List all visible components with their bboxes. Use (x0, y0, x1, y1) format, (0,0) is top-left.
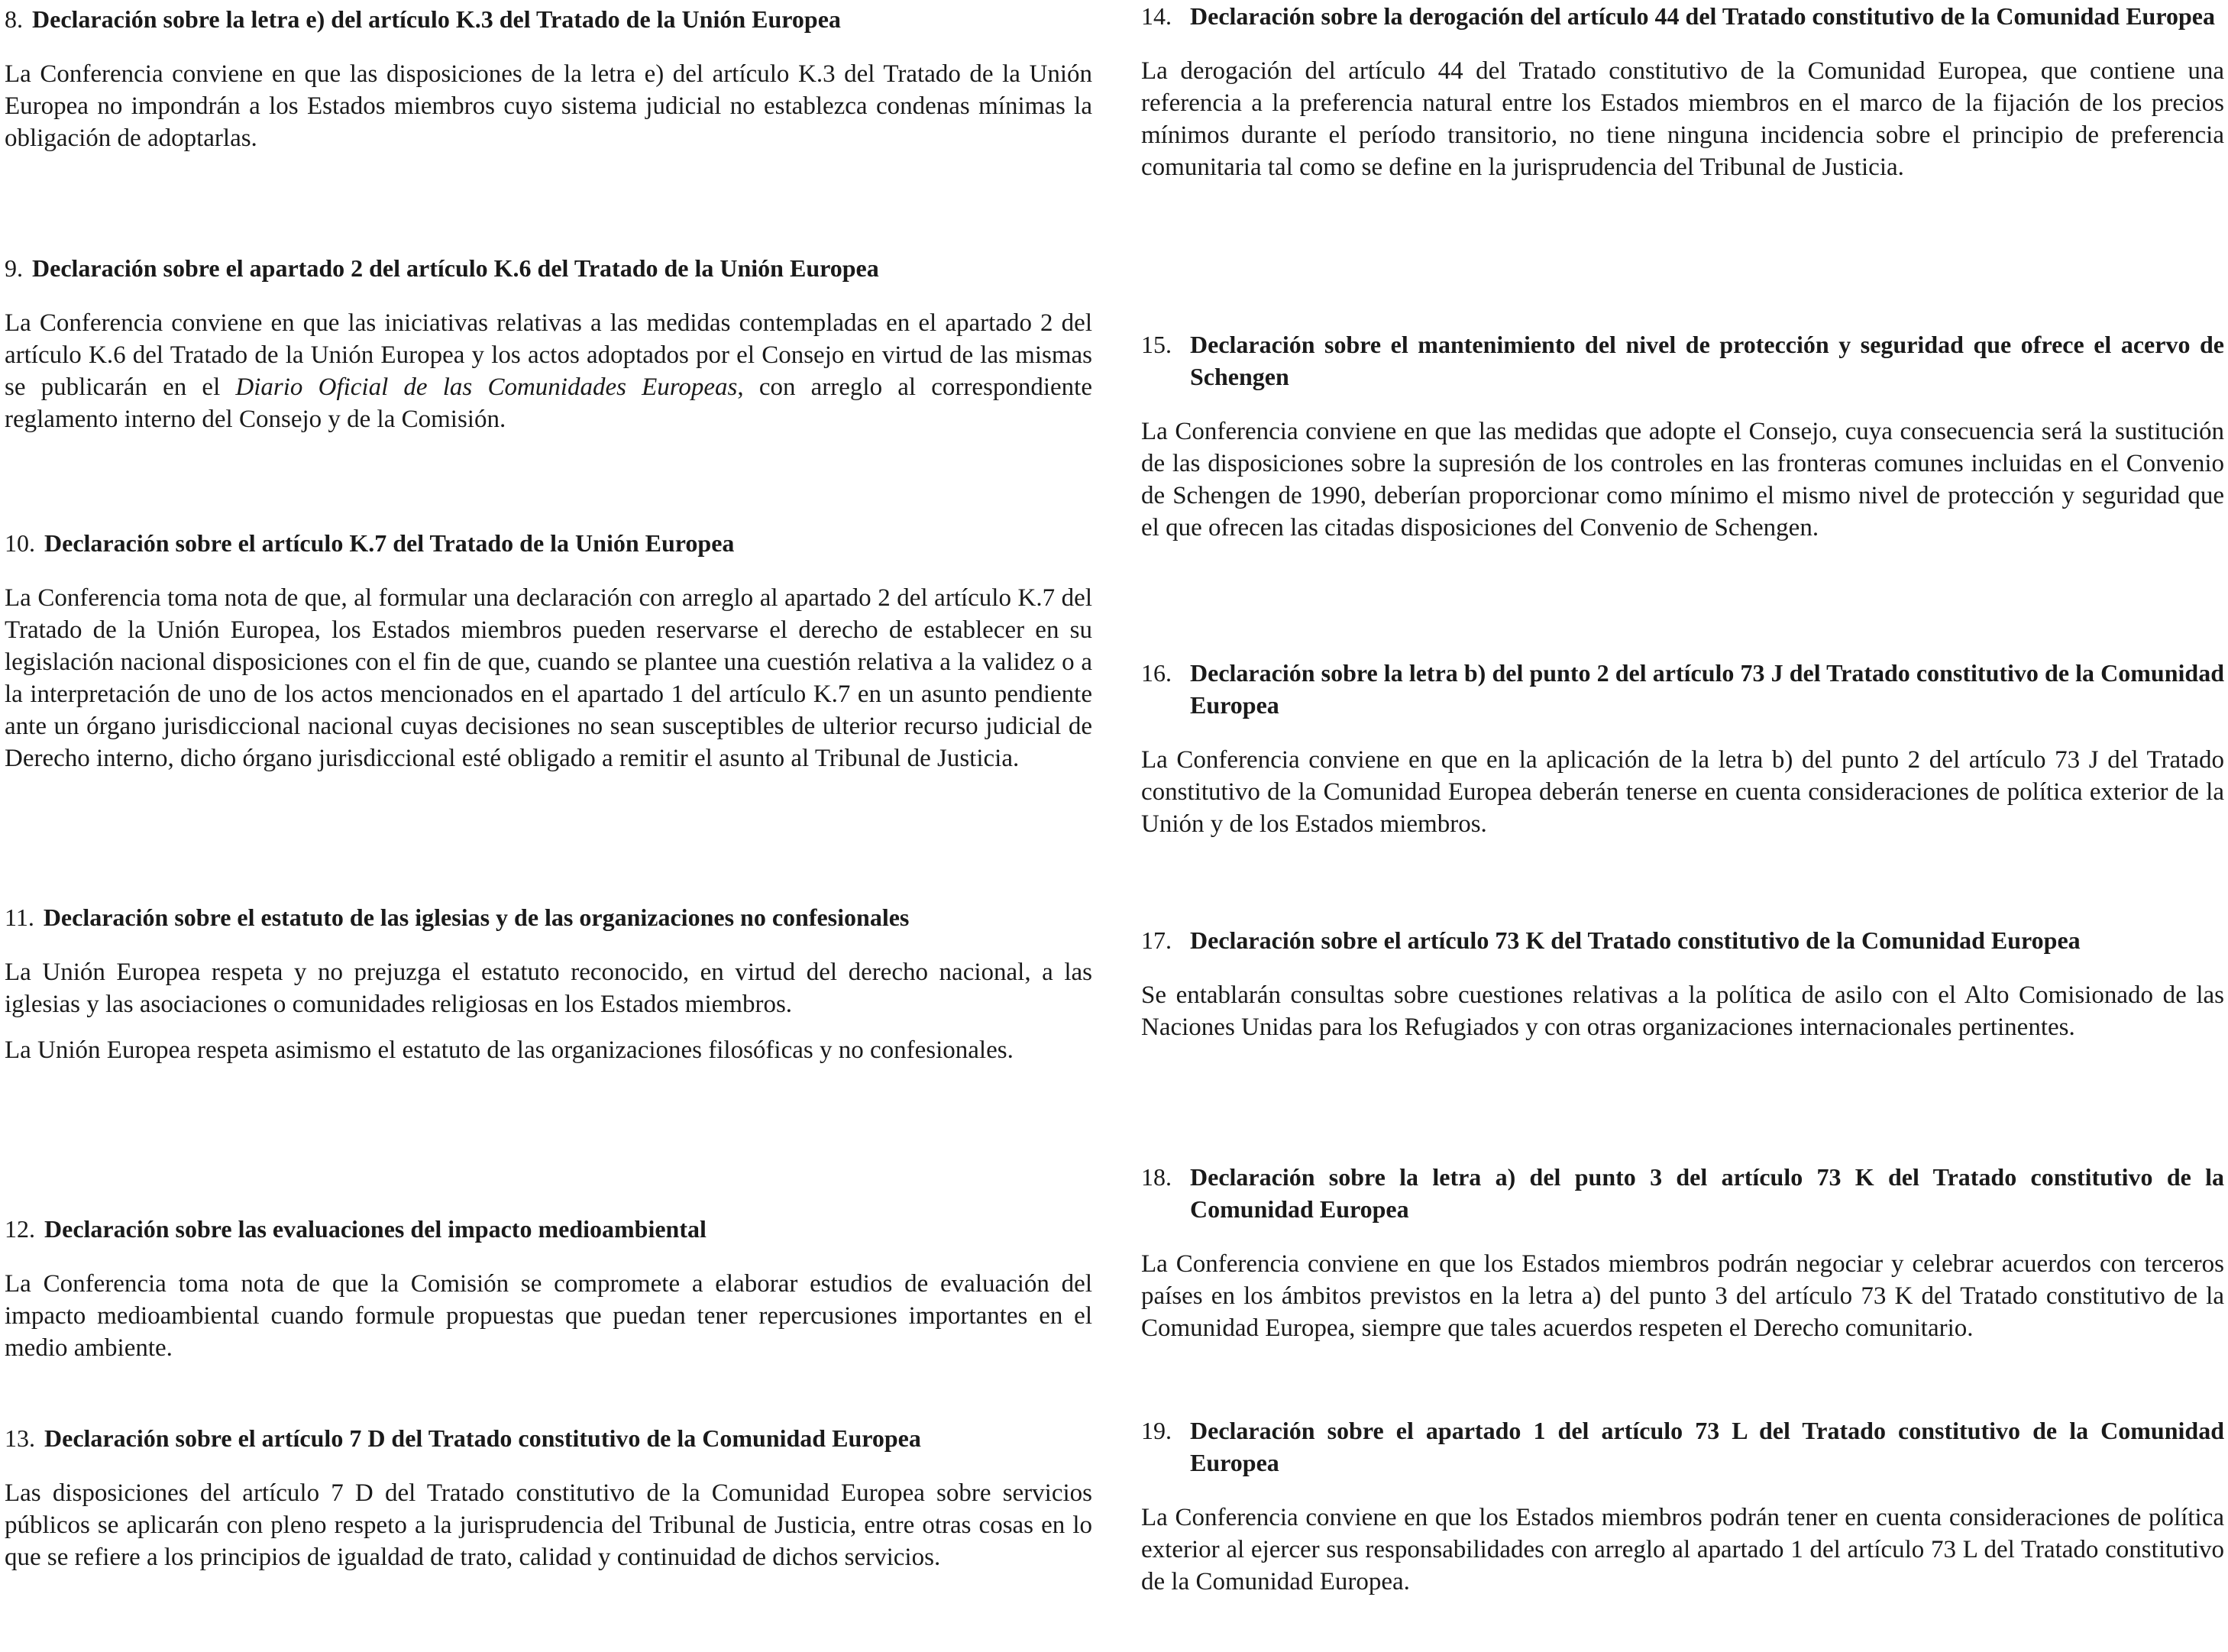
declaration-number: 11. (5, 904, 34, 931)
declaration-number: 8. (5, 5, 23, 33)
declaration-paragraph: La Conferencia conviene en que los Estados miembros podrán negociar y celebrar acuerdos con terceros países en los ámbitos previstos en la letra a) del punto 3 del artículo 73 K del Tratado constitutivo de la Comunidad Europea, siempre que tales acuerdos respeten el Derecho comunitario. (1141, 1250, 2224, 1342)
declaration-heading (1141, 657, 2224, 721)
declaration-15 (1141, 328, 2224, 544)
declaration-body (1141, 1502, 2224, 1598)
declaration-number: 16. (1141, 659, 1172, 687)
declaration-paragraph: Las disposiciones del artículo 7 D del Tratado constitutivo de la Comunidad Europea sobre servicios públicos se aplicarán con pleno respeto a la jurisprudencia del Tribunal de Justicia, entre otras cosas en lo que se refiere a los principios de igualdad de trato, calidad y continuidad de dichos servicios. (5, 1479, 1092, 1571)
declaration-heading (5, 3, 1092, 35)
declaration-13 (5, 1422, 1092, 1573)
declaration-14 (1141, 0, 2224, 183)
declaration-title: Declaración sobre el artículo 7 D del Tratado constitutivo de la Comunidad Europea (44, 1424, 921, 1452)
declaration-body (5, 1477, 1092, 1573)
declaration-title: Declaración sobre la letra b) del punto 2 del artículo 73 J del Tratado constitutivo de la Comunidad Europea (1190, 659, 2224, 719)
declaration-title: Declaración sobre el apartado 2 del artículo K.6 del Tratado de la Unión Europea (32, 254, 879, 282)
declaration-paragraph (5, 307, 1092, 435)
declaration-body (5, 1268, 1092, 1364)
declaration-body (1141, 979, 2224, 1043)
declaration-12 (5, 1213, 1092, 1364)
declaration-paragraph: La Conferencia toma nota de que, al formular una declaración con arreglo al apartado 2 del artículo K.7 del Tratado de la Unión Europea, los Estados miembros pueden reservarse el derecho de establecer en su legislación nacional disposiciones con el fin de que, cuando se plantee una cuestión relativa a la validez o a la interpretación de uno de los actos mencionados en el apartado 1 del artículo K.7 en un asunto pendiente ante un órgano jurisdiccional nacional cuyas decisiones no sean susceptibles de ulterior recurso judicial de Derecho interno, dicho órgano jurisdiccional esté obligado a remitir el asunto al Tribunal de Justicia. (5, 584, 1092, 772)
declaration-16 (1141, 657, 2224, 840)
declaration-title: Declaración sobre la letra e) del artículo K.3 del Tratado de la Unión Europea (32, 5, 841, 33)
declaration-paragraph: La Conferencia conviene en que en la aplicación de la letra b) del punto 2 del artículo 73 J del Tratado constitutivo de la Comunidad Europea deberán tenerse en cuenta consideraciones de política exterior de la Unión y de los Estados miembros. (1141, 746, 2224, 838)
declaration-body (5, 307, 1092, 435)
declaration-body (5, 58, 1092, 154)
paragraph-text: La Conferencia conviene en que las iniciativas relativas a las medidas contempladas en el apartado 2 del artículo K.6 del Tratado de la Unión Europea y los actos adoptados por el Consejo en virtud de las mismas se publicarán en el Diario Oficial de las Comunidades Europeas, con arreglo al correspondiente reglamento interno del Consejo y de la Comisión. (5, 309, 1092, 433)
declaration-body (1141, 55, 2224, 183)
declaration-title: Declaración sobre el mantenimiento del nivel de protección y seguridad que ofrece el acervo de Schengen (1190, 331, 2224, 390)
declaration-19 (1141, 1414, 2224, 1598)
declaration-title: Declaración sobre el artículo K.7 del Tratado de la Unión Europea (44, 529, 735, 557)
declaration-body (5, 956, 1092, 1066)
declaration-paragraph: Se entablarán consultas sobre cuestiones relativas a la política de asilo con el Alto Comisionado de las Naciones Unidas para los Refugiados y con otras organizaciones internacionales pertinentes. (1141, 981, 2224, 1041)
declaration-heading (1141, 1414, 2224, 1479)
declaration-number: 13. (5, 1424, 35, 1452)
declaration-paragraph: La Conferencia conviene en que los Estados miembros podrán tener en cuenta consideraciones de política exterior al ejercer sus responsabilidades con arreglo al apartado 1 del artículo 73 L del Tratado constitutivo de la Comunidad Europea. (1141, 1504, 2224, 1595)
declaration-heading (5, 901, 1092, 933)
declaration-number: 15. (1141, 331, 1172, 358)
declaration-paragraph: La derogación del artículo 44 del Tratado constitutivo de la Comunidad Europea, que contiene una referencia a la preferencia natural entre los Estados miembros en el marco de la fijación de los precios mínimos durante el período transitorio, no tiene ninguna incidencia sobre el principio de preferencia comunitaria tal como se define en la jurisprudencia del Tribunal de Justicia. (1141, 57, 2224, 181)
declaration-body (1141, 744, 2224, 840)
declaration-number: 12. (5, 1215, 35, 1243)
declaration-heading (1141, 924, 2224, 956)
declaration-heading (5, 527, 1092, 559)
declaration-title: Declaración sobre la derogación del artículo 44 del Tratado constitutivo de la Comunidad Europea (1190, 2, 2215, 30)
declaration-title: Declaración sobre la letra a) del punto 3 del artículo 73 K del Tratado constitutivo de la Comunidad Europea (1190, 1163, 2224, 1223)
declaration-heading (1141, 1161, 2224, 1225)
declaration-18 (1141, 1161, 2224, 1344)
declaration-number: 18. (1141, 1163, 1172, 1191)
declaration-heading (5, 1422, 1092, 1454)
declaration-9 (5, 252, 1092, 435)
declaration-paragraph: La Unión Europea respeta asimismo el estatuto de las organizaciones filosóficas y no confesionales. (5, 1036, 1014, 1064)
declaration-11 (5, 901, 1092, 1066)
declaration-number: 14. (1141, 2, 1172, 30)
declaration-title: Declaración sobre el estatuto de las iglesias y de las organizaciones no confesionales (43, 904, 910, 931)
declaration-body (1141, 415, 2224, 544)
declaration-heading (1141, 0, 2224, 32)
declaration-number: 17. (1141, 926, 1172, 954)
declaration-title: Declaración sobre el apartado 1 del artículo 73 L del Tratado constitutivo de la Comunidad Europea (1190, 1417, 2224, 1476)
declaration-title: Declaración sobre el artículo 73 K del Tratado constitutivo de la Comunidad Europea (1190, 926, 2081, 954)
declaration-paragraph: La Conferencia toma nota de que la Comisión se compromete a elaborar estudios de evaluación del impacto medioambiental cuando formule propuestas que puedan tener repercusiones importantes en el medio ambiente. (5, 1270, 1092, 1362)
declaration-number: 19. (1141, 1417, 1172, 1444)
declaration-17 (1141, 924, 2224, 1043)
declaration-8 (5, 3, 1092, 154)
declaration-body (1141, 1248, 2224, 1344)
declaration-heading (1141, 328, 2224, 393)
declaration-number: 9. (5, 254, 23, 282)
declaration-paragraph: La Conferencia conviene en que las disposiciones de la letra e) del artículo K.3 del Tratado de la Unión Europea no impondrán a los Estados miembros cuyo sistema judicial no establezca condenas mínimas la obligación de adoptarlas. (5, 60, 1092, 152)
declaration-number: 10. (5, 529, 35, 557)
declaration-title: Declaración sobre las evaluaciones del impacto medioambiental (44, 1215, 707, 1243)
declaration-body (5, 582, 1092, 774)
declaration-heading (5, 1213, 1092, 1245)
declaration-10 (5, 527, 1092, 774)
declaration-heading (5, 252, 1092, 284)
declaration-paragraph: La Conferencia conviene en que las medidas que adopte el Consejo, cuya consecuencia será la sustitución de las disposiciones sobre la supresión de los controles en las fronteras comunes incluidas en el Convenio de Schengen de 1990, deberían proporcionar como mínimo el mismo nivel de protección y seguridad que el que ofrecen las citadas disposiciones del Convenio de Schengen. (1141, 418, 2224, 542)
journal-title: Diario Oficial de las Comunidades Europeas (235, 373, 738, 401)
declaration-paragraph: La Unión Europea respeta y no prejuzga el estatuto reconocido, en virtud del derecho nacional, a las iglesias y las asociaciones o comunidades religiosas en los Estados miembros. (5, 959, 1092, 1018)
